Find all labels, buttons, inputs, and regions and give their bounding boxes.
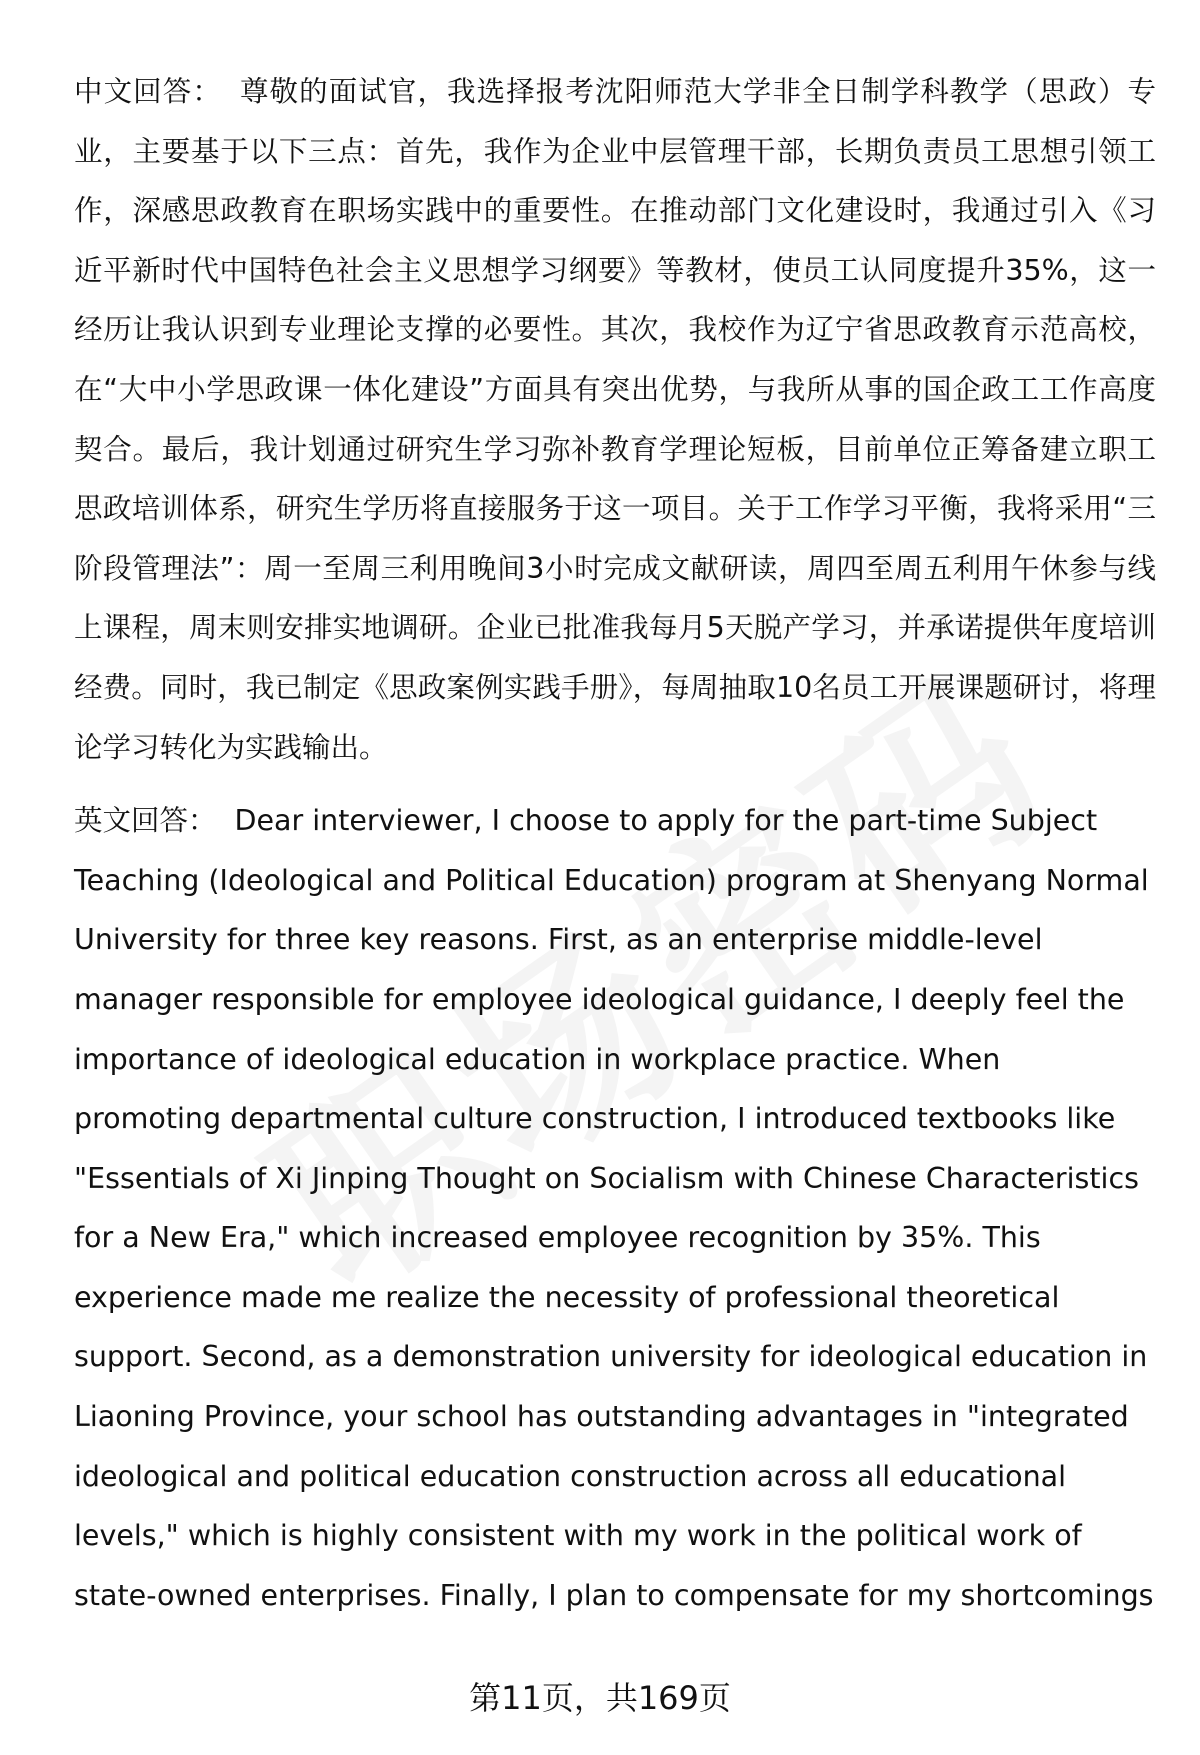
chinese-answer-label: 中文回答： — [74, 75, 222, 108]
chinese-answer-text: 尊敬的面试官，我选择报考沈阳师范大学非全日制学科教学（思政）专业，主要基于以下三点：首先，我作为企业中层管理干部，长期负责员工思想引领工作，深感思政教育在职场实践中的重要性。在推动部门文化建设时，我通过引入《习近平新时代中国特色社会主义思想学习纲要》等教材，使员工认同度提升35%，这一经历让我认识到专业理论支撑的必要性。其次，我校作为辽宁省思政教育示范高校，在“大中小学思政课一体化建设”方面具有突出优势，与我所从事的国企政工工作高度契合。最后，我计划通过研究生学习弥补教育学理论短板，目前单位正筹备建立职工思政培训体系，研究生学历将直接服务于这一项目。关于工作学习平衡，我将采用“三阶段管理法”：周一至周三利用晚间3小时完成文献研读，周四至周五利用午休参与线上课程，周末则安排实地调研。企业已批准我每月5天脱产学习，并承诺提供年度培训经费。同时，我已制定《思政案例实践手册》，每周抽取10名员工开展课题研讨，将理论学习转化为实践输出。 — [74, 75, 1156, 764]
page-number: 第11页，共169页 — [469, 1679, 731, 1717]
document-body — [74, 62, 1156, 1625]
chinese-answer-paragraph — [74, 62, 1156, 777]
english-answer-paragraph — [74, 791, 1156, 1625]
english-answer-label: 英文回答： — [74, 804, 217, 838]
english-answer-text: Dear interviewer, I choose to apply for the part-time Subject Teaching (Ideological and Political Education) program at Shenyang Normal University for three key reasons. First, as an enterprise middle-level manager responsible for employee ideological guidance, I deeply feel the importance of ideological education in workplace practice. When promoting departmental culture construction, I introduced textbooks like "Essentials of Xi Jinping Thought on Socialism with Chinese Characteristics for a New Era," which increased employee recognition by 35%. This experience made me realize the necessity of professional theoretical support. Second, as a demonstration university for ideological education in Liaoning Province, your school has outstanding advantages in "integrated ideological and political education construction across all educational levels," which is highly consistent with my work in the political work of state-owned enterprises. Finally, I plan to compensate for my shortcomings — [74, 804, 1154, 1612]
